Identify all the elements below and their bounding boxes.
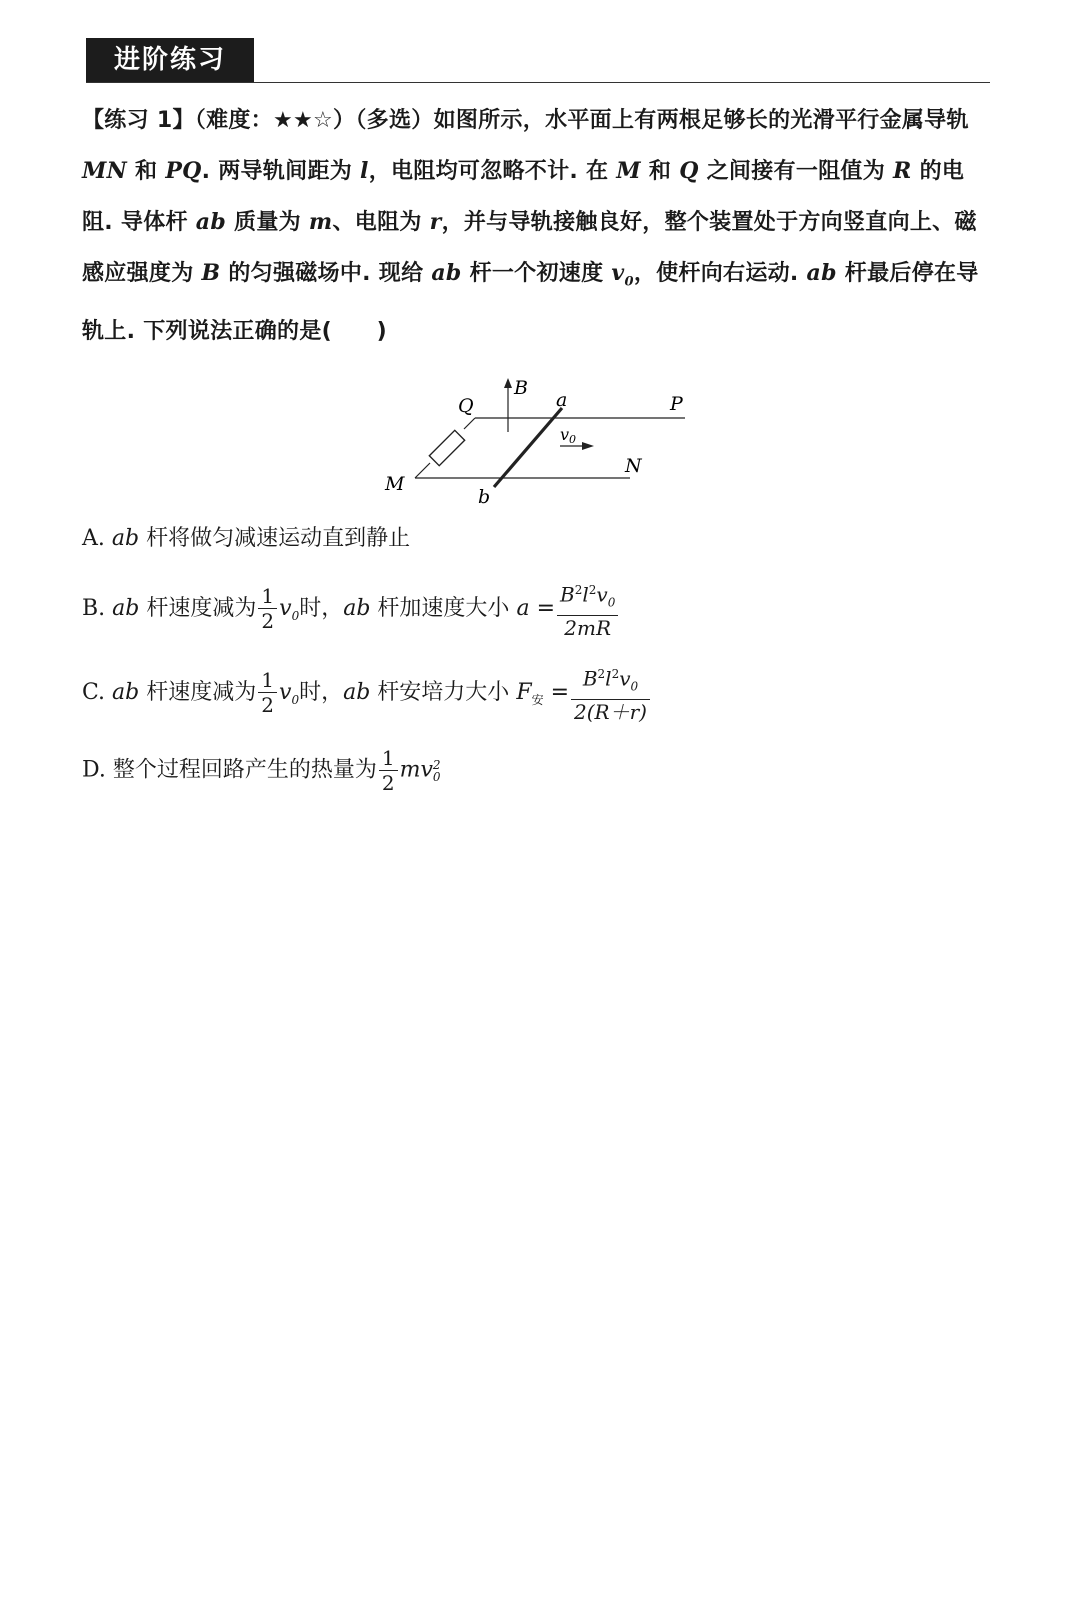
fraction-half — [379, 746, 398, 795]
option-a[interactable] — [82, 524, 410, 554]
frac-num: 1 — [258, 584, 277, 609]
math-supsub — [433, 759, 441, 783]
stem-text: 、电阻为 — [332, 210, 422, 235]
math-var: v — [611, 260, 625, 286]
math-var: mv — [399, 757, 433, 783]
math-var: l — [605, 666, 612, 691]
question-label: 【练习 1】 — [82, 108, 195, 133]
label-b-field: B — [514, 377, 528, 399]
math-var: ab — [343, 679, 371, 705]
math-var: v — [596, 582, 608, 607]
math-var: F — [516, 679, 532, 705]
fraction-half — [258, 668, 277, 717]
math-var: R — [893, 158, 912, 184]
math-var: m — [308, 209, 333, 235]
option-c[interactable] — [82, 662, 652, 724]
frac-den: 2 — [381, 771, 395, 795]
math-sup: 2 — [574, 583, 583, 597]
stem-text: 和 — [135, 159, 158, 184]
section-title: 进阶练习 — [86, 38, 254, 82]
option-text: 杆加速度大小 — [377, 595, 510, 621]
stem-text: 和 — [648, 159, 672, 184]
equals-sign: = — [536, 595, 555, 621]
label-p: P — [670, 393, 683, 415]
math-var: ab — [112, 595, 140, 621]
math-var: l — [360, 158, 369, 184]
math-var: B — [582, 666, 598, 691]
option-letter: B. — [82, 595, 106, 621]
stem-text: . 两导轨间距为 — [201, 159, 353, 184]
math-var: r — [429, 209, 442, 235]
frac-num — [571, 662, 650, 700]
option-text: 时， — [299, 679, 344, 705]
fraction-half — [258, 584, 277, 633]
math-var: M — [616, 158, 641, 184]
math-sup: 2 — [597, 667, 606, 681]
frac-den: 2(R＋r) — [574, 699, 647, 724]
stem-text: ，使杆向右运动. — [633, 261, 799, 286]
option-text: 杆安培力大小 — [377, 679, 510, 705]
stem-text: 的匀强磁场中. 现给 — [228, 261, 424, 286]
math-subscript: 0 — [624, 274, 634, 290]
rail-circuit-figure — [380, 370, 700, 510]
velocity-arrow-head — [582, 442, 594, 450]
fraction-accel — [557, 578, 618, 640]
math-var: Q — [679, 158, 699, 184]
math-var: v — [619, 666, 631, 691]
math-sup: 2 — [432, 757, 441, 772]
math-var: ab — [431, 260, 462, 286]
fraction-force — [571, 662, 650, 724]
stem-text: 如图所示，水平面上有两根足够长的光滑平行金属导轨 — [433, 108, 969, 133]
resistor-icon — [429, 430, 464, 465]
option-text: 时， — [299, 595, 344, 621]
stem-text: 杆最后停在导轨上. 下列说法正确的是( ) — [82, 261, 979, 345]
stem-text: ，并与导轨接触良好，整个装置处于方向竖直向上、磁感应强度为 — [82, 210, 977, 286]
frac-den: 2 — [261, 693, 274, 718]
math-sup: 2 — [588, 583, 597, 597]
math-var: ab — [343, 595, 371, 621]
math-subscript: 0 — [291, 609, 300, 624]
label-b-end: b — [478, 486, 491, 508]
frac-den: 2 — [261, 609, 275, 634]
option-text: 整个过程回路产生的热量为 — [112, 757, 377, 783]
math-var: a — [516, 595, 530, 621]
conductor-rod — [494, 408, 562, 487]
math-subscript: 安 — [531, 693, 544, 708]
stem-text: 质量为 — [234, 210, 301, 235]
frac-num: 1 — [258, 668, 277, 693]
label-n: N — [625, 455, 642, 477]
stem-text: 的电阻. 导体杆 — [82, 159, 965, 235]
label-q: Q — [458, 395, 474, 417]
math-var: ab — [806, 260, 837, 286]
stem-text: 杆一个初速度 — [469, 261, 604, 286]
math-var: v — [279, 679, 292, 705]
option-text: 杆将做匀减速运动直到静止 — [146, 526, 411, 551]
equals-sign: = — [550, 679, 570, 705]
option-letter: D. — [82, 757, 106, 783]
option-text: 杆速度减为 — [146, 595, 257, 621]
math-subscript: 0 — [630, 679, 639, 694]
question-type: （多选） — [355, 108, 434, 133]
option-letter: C. — [82, 679, 106, 705]
connector-lower — [415, 463, 430, 478]
label-m: M — [385, 473, 405, 495]
option-b[interactable] — [82, 578, 620, 640]
math-var: v — [279, 595, 292, 621]
option-letter: A. — [82, 526, 105, 551]
question-stem — [82, 96, 992, 357]
math-subscript: 0 — [432, 769, 441, 784]
math-var: ab — [111, 526, 140, 551]
frac-den: 2mR — [564, 615, 612, 640]
frac-num: 1 — [379, 746, 398, 771]
math-var: PQ — [165, 158, 202, 184]
label-v: v — [560, 425, 570, 444]
math-var: ab — [195, 209, 227, 235]
label-v-sub: 0 — [569, 433, 576, 446]
frac-num — [557, 578, 618, 616]
math-var: MN — [82, 158, 128, 184]
math-var: B — [201, 260, 221, 286]
field-arrow-head — [504, 378, 512, 388]
math-subscript: 0 — [607, 595, 616, 610]
math-var: l — [582, 582, 589, 607]
connector-upper — [464, 418, 475, 429]
option-text: 杆速度减为 — [146, 679, 257, 705]
label-a: a — [556, 389, 568, 411]
section-header — [86, 38, 990, 83]
math-var: B — [560, 582, 575, 607]
math-subscript: 0 — [291, 693, 300, 708]
math-sup: 2 — [611, 667, 620, 681]
difficulty-rating: （难度：★★☆） — [194, 108, 356, 133]
math-var: ab — [112, 679, 140, 705]
stem-text: 之间接有一阻值为 — [706, 159, 886, 184]
option-d[interactable] — [82, 746, 441, 795]
stem-text: ，电阻均可忽略不计. 在 — [368, 159, 609, 184]
